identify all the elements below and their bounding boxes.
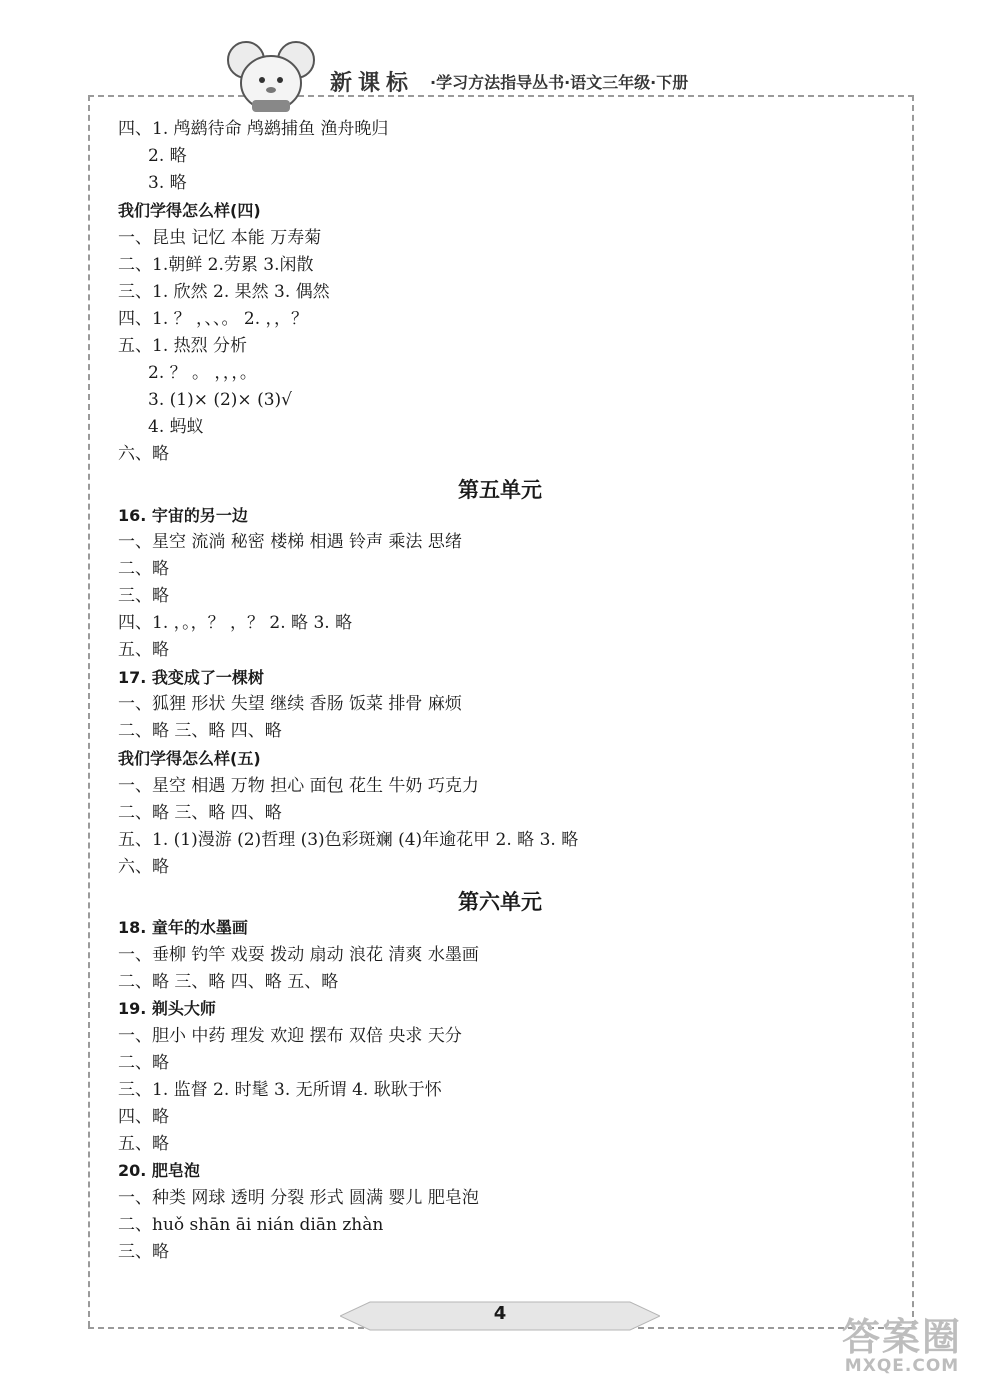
- answer-line: 六、略: [118, 857, 169, 877]
- lesson-title: 17. 我变成了一棵树: [118, 668, 264, 687]
- series-name: 新课标: [330, 71, 415, 96]
- answer-line: 二、huǒ shān āi nián diān zhàn: [118, 1215, 384, 1235]
- frame-border-right: [912, 95, 914, 1327]
- section-title: 我们学得怎么样(四): [118, 201, 261, 220]
- answer-line: 五、略: [118, 1134, 169, 1154]
- answer-line: 五、1. (1)漫游 (2)哲理 (3)色彩斑斓 (4)年逾花甲 2. 略 3. 略: [118, 830, 579, 850]
- answer-line: 2. 略: [148, 146, 187, 166]
- answer-line: 一、星空 流淌 秘密 楼梯 相遇 铃声 乘法 思绪: [118, 532, 462, 552]
- answer-line: 四、1. 鸬鹚待命 鸬鹚捕鱼 渔舟晚归: [118, 119, 389, 139]
- answer-line: 一、狐狸 形状 失望 继续 香肠 饭菜 排骨 麻烦: [118, 694, 462, 714]
- answer-line: 一、垂柳 钓竿 戏耍 拨动 扇动 浪花 清爽 水墨画: [118, 945, 479, 965]
- section-title: 我们学得怎么样(五): [118, 749, 261, 768]
- answer-line: 二、略 三、略 四、略: [118, 803, 282, 823]
- answer-line: 二、1.朝鲜 2.劳累 3.闲散: [118, 255, 314, 275]
- answer-line: 二、略: [118, 559, 169, 579]
- answer-line: 四、1. ，。，？ ，？ 2. 略 3. 略: [118, 613, 353, 633]
- answer-line: 三、1. 欣然 2. 果然 3. 偶然: [118, 282, 330, 302]
- lesson-title: 16. 宇宙的另一边: [118, 506, 248, 525]
- lesson-title: 20. 肥皂泡: [118, 1161, 200, 1180]
- book-title: ·学习方法指导丛书·语文三年级·下册: [430, 73, 689, 92]
- answer-line: 三、略: [118, 586, 169, 606]
- answer-line: 3. (1)× (2)× (3)√: [148, 390, 292, 410]
- unit-heading: 第五单元: [458, 478, 542, 502]
- answer-line: 六、略: [118, 444, 169, 464]
- answer-line: 一、种类 网球 透明 分裂 形式 圆满 婴儿 肥皂泡: [118, 1188, 479, 1208]
- answer-line: 二、略 三、略 四、略 五、略: [118, 972, 339, 992]
- lesson-title: 18. 童年的水墨画: [118, 918, 248, 937]
- watermark-url: MXQE.COM: [844, 1356, 960, 1376]
- frame-border-top: [88, 95, 914, 97]
- answer-line: 四、略: [118, 1107, 169, 1127]
- watermark-logo: 答案圈: [841, 1315, 962, 1359]
- page-number: 4: [493, 1303, 507, 1324]
- unit-heading: 第六单元: [458, 890, 542, 914]
- answer-line: 三、略: [118, 1242, 169, 1262]
- frame-border-left: [88, 95, 90, 1327]
- answer-line: 4. 蚂蚁: [148, 417, 204, 437]
- answer-line: 3. 略: [148, 173, 187, 193]
- answer-line: 五、略: [118, 640, 169, 660]
- answer-line: 一、星空 相遇 万物 担心 面包 花生 牛奶 巧克力: [118, 776, 479, 796]
- watermark: [812, 1306, 992, 1386]
- answer-line: 四、1. ？ ，、、。 2. ，，？: [118, 309, 309, 329]
- answer-line: 二、略: [118, 1053, 169, 1073]
- answer-line: 五、1. 热烈 分析: [118, 336, 248, 356]
- lesson-title: 19. 剃头大师: [118, 999, 216, 1018]
- mouse-mascot-icon: [226, 38, 316, 116]
- answer-line: 2. ？ 。 ，，，。: [148, 363, 257, 383]
- answer-line: 三、1. 监督 2. 时髦 3. 无所谓 4. 耿耿于怀: [118, 1080, 442, 1100]
- answer-line: 一、胆小 中药 理发 欢迎 摆布 双倍 央求 天分: [118, 1026, 462, 1046]
- answer-line: 二、略 三、略 四、略: [118, 721, 282, 741]
- answer-line: 一、昆虫 记忆 本能 万寿菊: [118, 228, 322, 248]
